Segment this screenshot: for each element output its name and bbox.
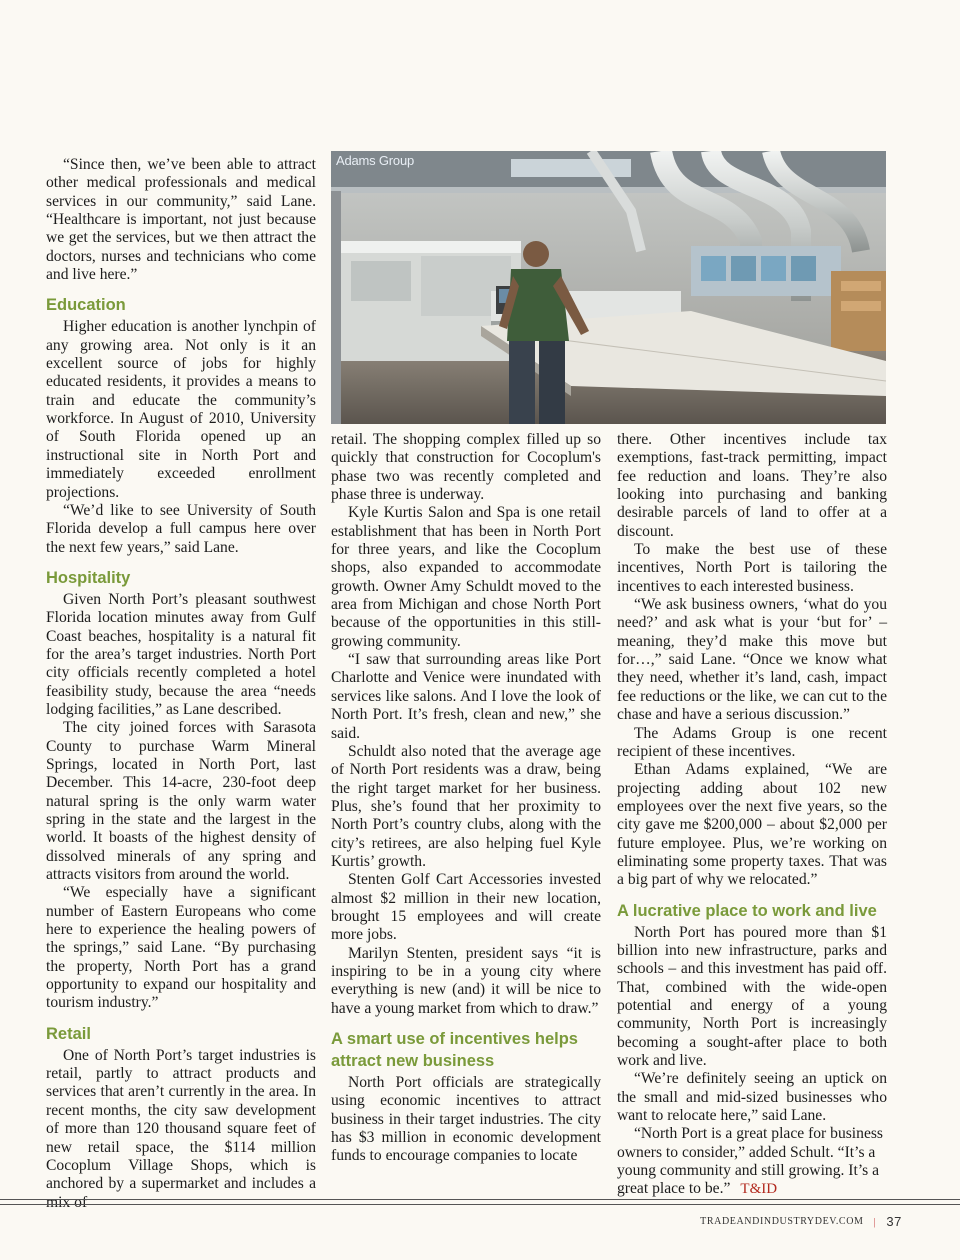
paragraph: North Port has poured more than $1 billion into new infrastructure, parks and schools – and this investment has paid off. That, combined with the wide-open potential and energy of a young community, North Port is increasingly becoming a sought-after place to both work and live.	[617, 923, 887, 1069]
paragraph: “I saw that surrounding areas like Port Charlotte and Venice were inundated with services like salons. And I love the look of North Port. It’s fresh, clean and new,” she said.	[331, 651, 601, 742]
paragraph: Given North Port’s pleasant southwest Florida location minutes away from Gulf Coast beaches, hospitality is a natural fit for the area’s target industries. North Port city officials recently completed a hotel feasibility study, because the area “needs lodging facilities,” as Lane described.	[46, 590, 316, 718]
paragraph: The city joined forces with Sarasota County to purchase Warm Mineral Springs, located in North Port, last December. This 14-acre, 230-foot deep natural spring is the only warm water spring in the state and the largest in the world. It boasts of the highest density of dissolved minerals of any spring and attracts visitors from around the world.	[46, 719, 316, 884]
paragraph: “We’d like to see University of South Florida develop a full campus here over the next few years,” said Lane.	[46, 501, 316, 556]
paragraph	[617, 1125, 887, 1198]
factory-photo	[331, 151, 886, 424]
paragraph: The Adams Group is one recent recipient of these incentives.	[617, 724, 887, 760]
paragraph: Kyle Kurtis Salon and Spa is one retail establishment that has been in North Port for three years, and like the Cocoplum shops, also expanded to accommodate growth. Owner Amy Schuldt moved to the area from Michigan and chose North Port because of the opportunities in this still-growing community.	[331, 504, 601, 650]
page-number: 37	[886, 1214, 902, 1229]
footer-rule	[0, 1199, 960, 1205]
footer-site[interactable]: TRADEANDINDUSTRYDEV.COM	[700, 1216, 864, 1227]
column-2	[331, 431, 601, 1166]
column-3	[617, 431, 887, 1199]
heading-retail: Retail	[46, 1024, 91, 1043]
heading-hospitality: Hospitality	[46, 568, 131, 587]
page-footer	[700, 1214, 902, 1229]
paragraph: Schuldt also noted that the average age of North Port residents was a draw, being the right target market for her business. Plus, she’s found that her proximity to North Port’s country clubs, along with the city’s retirees, are also helping fuel Kyle Kurtis’ growth.	[331, 742, 601, 870]
factory-illustration	[331, 151, 886, 424]
paragraph: retail. The shopping complex filled up so quickly that construction for Cocoplum's phase two was recently completed and phase three is underway.	[331, 431, 601, 504]
paragraph: One of North Port’s target industries is retail, partly to attract products and services that aren’t currently in the area. In recent months, the city saw development of more than 120 thousand square feet of new retail space, the $114 million Cocoplum Village Shops, which is anchored by a supermarket and includes a mix of	[46, 1046, 316, 1211]
paragraph: Marilyn Stenten, president says “it is inspiring to be in a young city where everything is new (and) it will be nice to have a young market from which to draw.”	[331, 944, 601, 1017]
paragraph: Stenten Golf Cart Accessories invested almost $2 million in their new location, brought 15 employees and will create more jobs.	[331, 871, 601, 944]
column-1	[46, 156, 316, 1212]
paragraph-text: “North Port is a great place for business owners to consider,” added Schult. “It’s a young community and still growing. It’s a great place to be.”	[617, 1125, 883, 1198]
photo-credit: Adams Group	[336, 153, 415, 168]
paragraph: “We’re definitely seeing an uptick on the small and mid-sized businesses who want to relocate here,” said Lane.	[617, 1070, 887, 1125]
footer-separator: |	[873, 1215, 877, 1228]
heading-education: Education	[46, 296, 126, 315]
paragraph: North Port officials are strategically using economic incentives to attract business in their target industries. The city has $3 million in economic development funds to encourage companies to locate	[331, 1074, 601, 1165]
end-mark: T&ID	[740, 1181, 778, 1198]
paragraph: there. Other incentives include tax exemptions, fast-track permitting, impact fee reduction and loans. They’re also looking into purchasing and banking desirable parcels of land to offer at a discount.	[617, 431, 887, 540]
paragraph: “We especially have a significant number of Eastern Europeans who come here to experience the healing powers of the springs,” said Lane. “By purchasing the property, North Port has a grand opportunity to expand our hospitality and tourism industry.”	[46, 884, 316, 1012]
heading-lucrative: A lucrative place to work and live	[617, 901, 877, 920]
heading-incentives: A smart use of incentives helps attract new business	[331, 1030, 578, 1070]
paragraph: “We ask business owners, ‘what do you need?’ and ask what is your ‘but for’ – meaning, they’d make this move but for…,” said Lane. “Once we know what they need, whether it’s land, cash, impact fee reductions or the like, we can cut to the chase and have a serious discussion.”	[617, 596, 887, 724]
paragraph: Higher education is another lynchpin of any growing area. Not only is it an excellent source of jobs for highly educated residents, it provides a means to train and educate the community’s workforce. In August of 2010, University of South Florida opened up an instructional site in North Port and immediately exceeded enrollment projections.	[46, 318, 316, 501]
paragraph: “Since then, we’ve been able to attract other medical professionals and medical services in our community,” said Lane. “Healthcare is important, not just because we get the services, but we then attract the doctors, nurses and technicians who come and live here.”	[46, 156, 316, 284]
paragraph: To make the best use of these incentives, North Port is tailoring the incentives to each interested business.	[617, 541, 887, 595]
paragraph: Ethan Adams explained, “We are projecting adding about 102 new employees over the next five years, so the city gave me $200,000 – about $2,000 per future employee. Plus, we’re working on eliminating some property taxes. That was a big part of why we relocated.”	[617, 761, 887, 889]
